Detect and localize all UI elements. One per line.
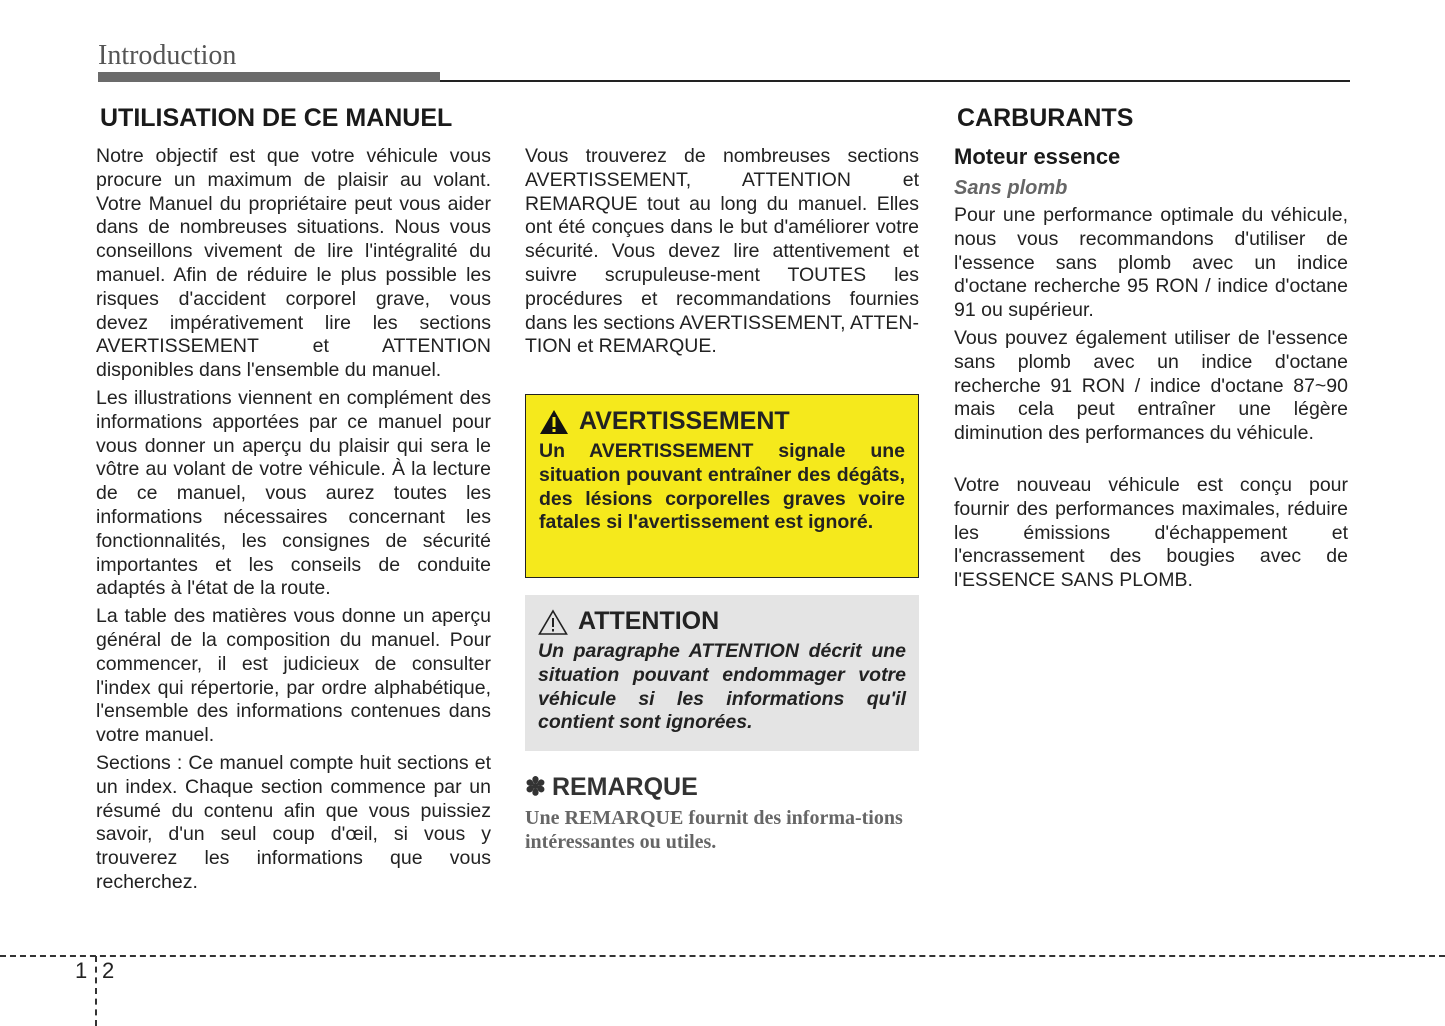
warning-box: [525, 394, 919, 578]
asterisk-icon: ✽: [525, 773, 546, 801]
paragraph: Pour une performance optimale du véhicule, nous vous recommandons d'utiliser de l'essence sans plomb avec un indice d'octane recherche 95 RON / indice d'octane 91 ou supérieur.: [954, 204, 1348, 322]
caution-triangle-icon: [538, 609, 568, 635]
right-column: [954, 204, 1348, 597]
page-number: 2: [102, 958, 115, 983]
note-heading: [525, 772, 698, 802]
paragraph: Vous trouverez de nombreuses sections AVERTISSEMENT, ATTENTION et REMARQUE tout au long du manuel. Elles ont été conçues dans le but d'améliorer votre sécurité. Vous devez lire attentivement et suivre scrupuleuse-ment TOUTES les procédures et recommandations fournies dans les sections AVERTISSEMENT, ATTEN-TION et REMARQUE.: [525, 145, 919, 358]
left-column: [96, 145, 491, 899]
header-accent-bar: [98, 72, 440, 82]
note-body: Une REMARQUE fournit des informa-tions intéressantes ou utiles.: [525, 807, 903, 853]
running-header-title: Introduction: [98, 40, 237, 71]
subheading-petrol-engine: Moteur essence: [954, 144, 1121, 169]
section-heading-manual: UTILISATION DE CE MANUEL: [100, 104, 453, 132]
header-rule: [440, 80, 1350, 82]
paragraph: Votre nouveau véhicule est conçu pour fournir des performances maximales, réduire les émissions d'échappement et l'encrassement des bougies avec de l'ESSENCE SANS PLOMB.: [954, 473, 1348, 592]
caution-body: Un paragraphe ATTENTION décrit une situation pouvant endommager votre véhicule si les informations qu'il contient sont ignorées.: [538, 640, 906, 734]
paragraph: Sections : Ce manuel compte huit sections et un index. Chaque section commence par un résumé du contenu afin que vous puissiez savoir, d'un seul coup d'œil, si vous y trouverez les informations que vous recherchez.: [96, 751, 491, 893]
caution-box: [525, 595, 919, 751]
note-title: REMARQUE: [551, 772, 698, 801]
caution-title: ATTENTION: [578, 607, 720, 635]
paragraph: Notre objectif est que votre véhicule vous procure un maximum de plaisir au volant. Votre Manuel du propriétaire peut vous aider dans de nombreuses situations. Nous vous conseillons vivement de lire l'intégralité du manuel. Afin de réduire le plus possible les risques d'accident corporel grave, vous devez impérativement lire les sections AVERTISSEMENT et ATTENTION disponibles dans l'ensemble du manuel.: [96, 145, 491, 382]
warning-body: Un AVERTISSEMENT signale une situation pouvant entraîner des dégâts, des lésions corporelles graves voire fatales si l'avertissement est ignoré.: [539, 440, 905, 534]
warning-title: AVERTISSEMENT: [579, 407, 790, 435]
paragraph: Les illustrations viennent en complément des informations apportées par ce manuel pour vous donner un aperçu du plaisir qui sera le vôtre au volant de votre véhicule. À la lecture de ce manuel, vous aurez toutes les informations nécessaires concernant les fonctionnalités, les consignes de sécurité importantes et les conseils de conduite adaptés à l'état de la route.: [96, 386, 491, 600]
subheading-unleaded: Sans plomb: [954, 177, 1068, 199]
footer-dashed-rule: [0, 955, 1445, 957]
paragraph: La table des matières vous donne un aperçu général de la composition du manuel. Pour commencer, il est judicieux de consulter l'index qui répertorie, par ordre alphabétique, l'ensemble des informations contenues dans votre manuel.: [96, 605, 491, 747]
middle-column-intro: [525, 145, 919, 363]
section-heading-fuels: CARBURANTS: [957, 104, 1134, 132]
footer-dashed-divider: [95, 956, 97, 1026]
warning-triangle-icon: [539, 409, 569, 435]
paragraph: Vous pouvez également utiliser de l'essence sans plomb avec un indice d'octane recherche 91 RON / indice d'octane 87~90 mais cela peut entraîner une légère diminution des performances du véhicule.: [954, 326, 1348, 445]
section-number: 1: [75, 958, 88, 983]
